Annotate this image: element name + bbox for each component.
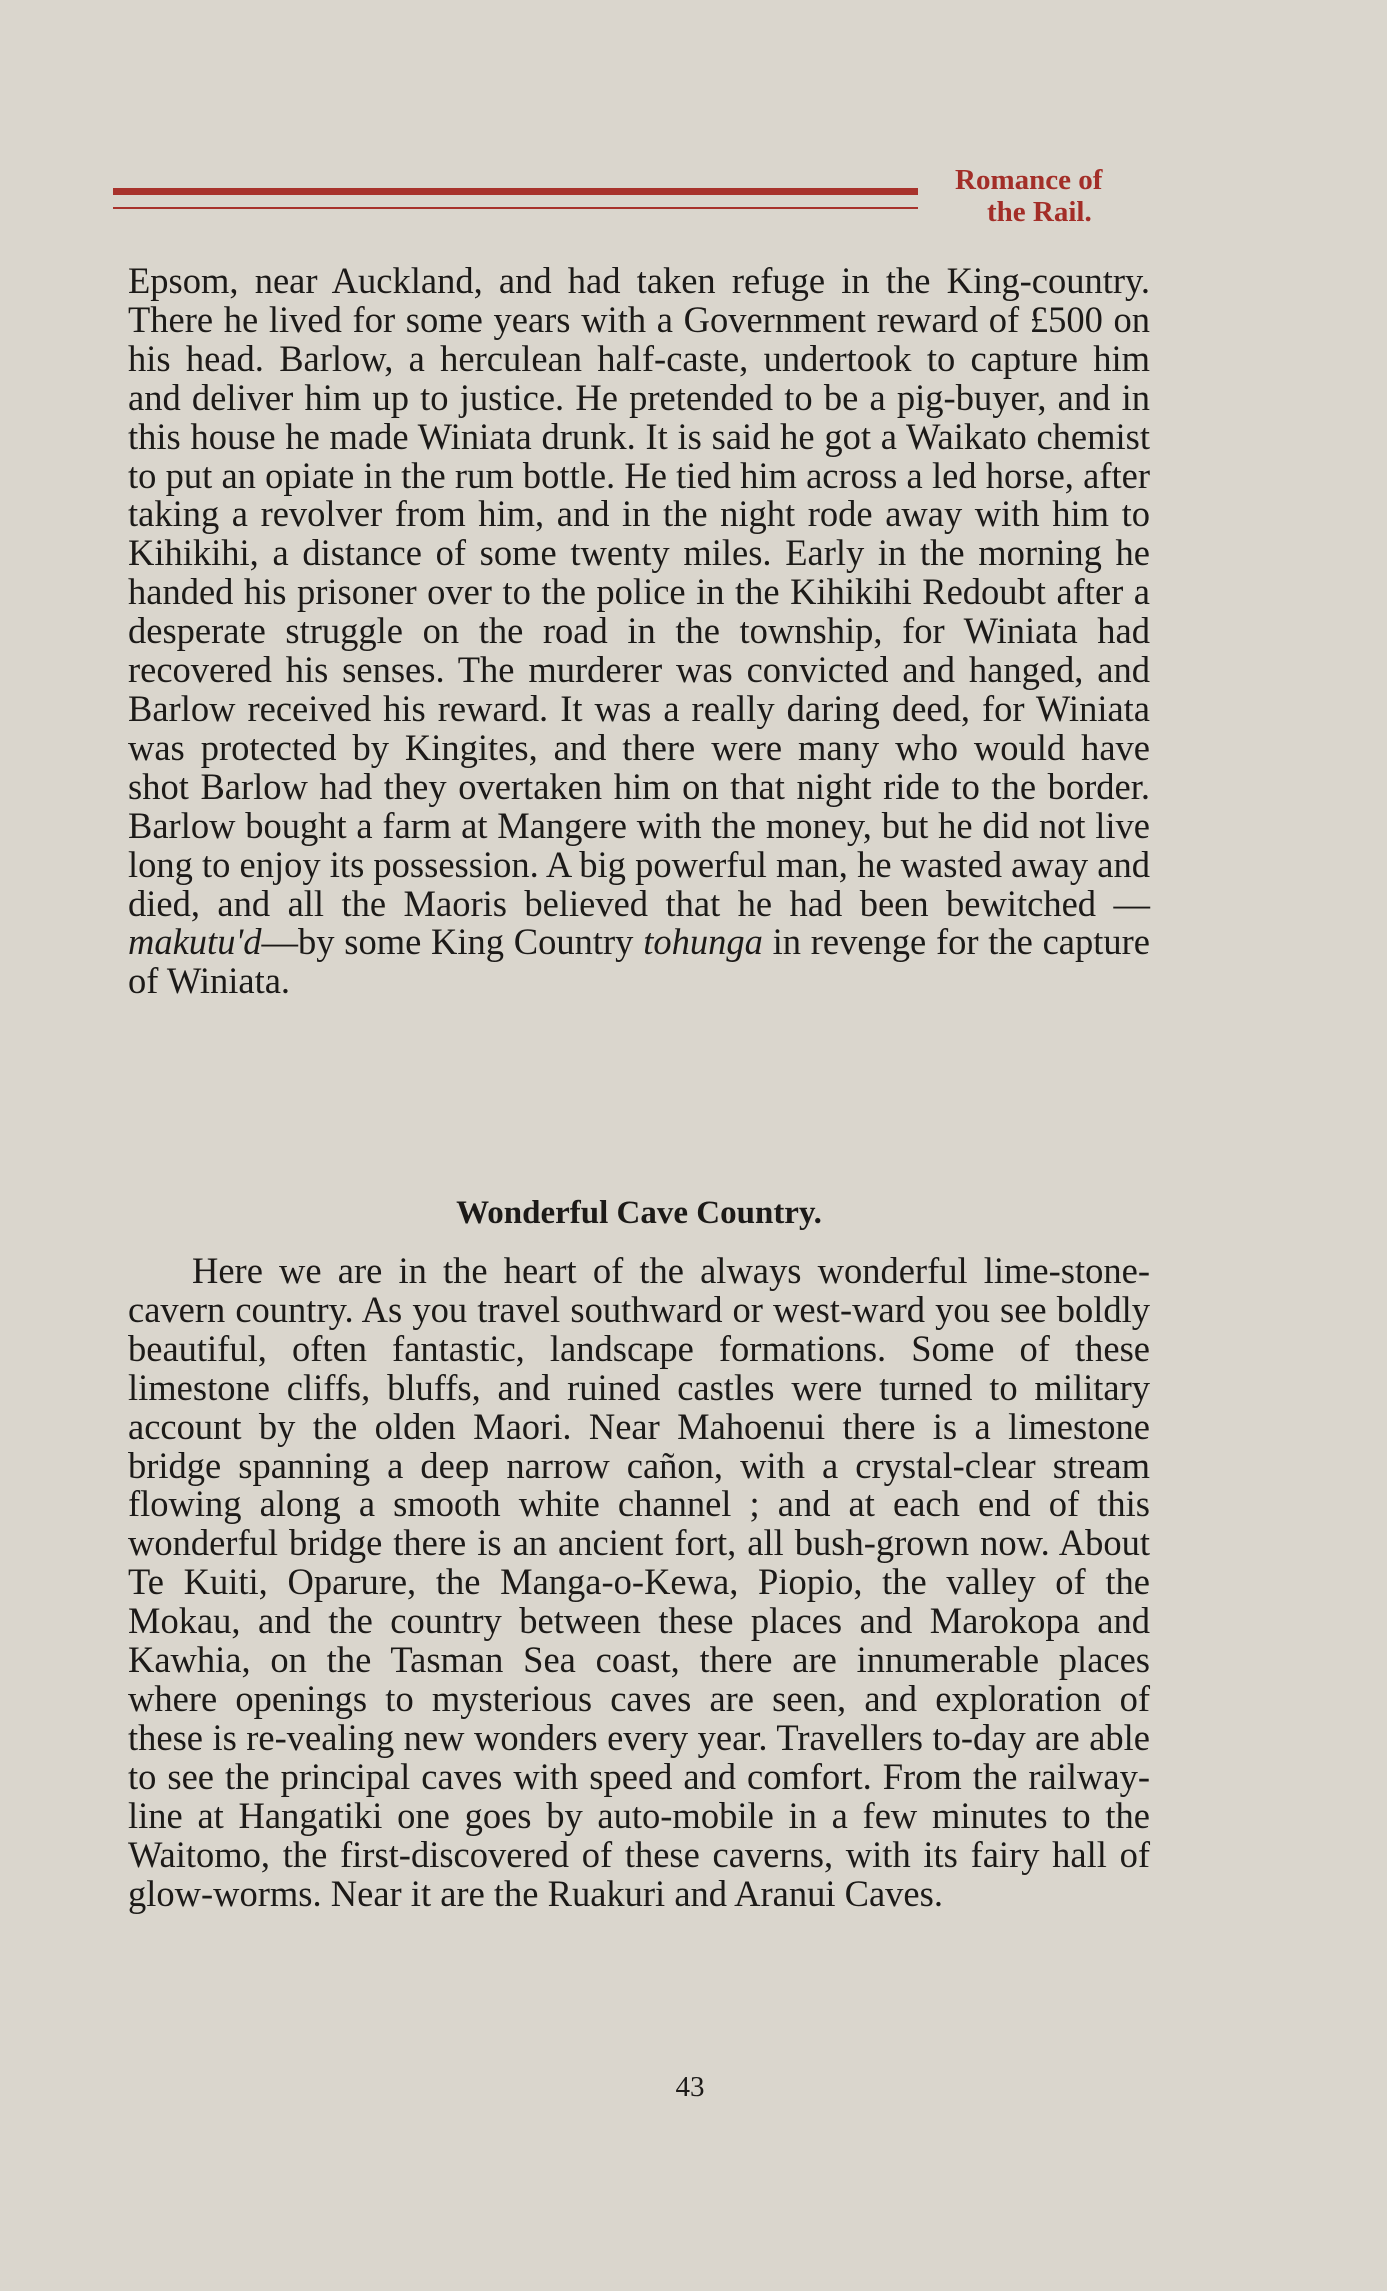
paragraph-2: Here we are in the heart of the always wonderful lime-stone-cavern country. As you travel southward or west-ward you see boldly beautiful, often fantastic, landscape formations. Some of these limestone cliffs, bluffs, and ruined castles were turned to military account by the olden Maori. Near Mahoenui there is a limestone bridge spanning a deep narrow cañon, with a crystal-clear stream flowing along a smooth white channel ; and at each end of this wonderful bridge there is an ancient fort, all bush-grown now. About Te Kuiti, Oparure, the Manga-o-Kewa, Piopio, the valley of the Mokau, and the country between these places and Marokopa and Kawhia, on the Tasman Sea coast, there are innumerable places where openings to mysterious caves are seen, and exploration of these is re-vealing new wonders every year. Travellers to-day are able to see the principal caves with speed and comfort. From the railway-line at Hangatiki one goes by auto-mobile in a few minutes to the Waitomo, the first-discovered of these caverns, with its fairy hall of glow-worms. Near it are the Ruakuri and Aranui Caves. bbox=[128, 1250, 1150, 1914]
italic-term-tohunga: tohunga bbox=[643, 921, 763, 963]
paragraph-1-text-3: in revenge for the capture of Winiata. bbox=[128, 921, 1151, 1002]
paragraph-1-text-2: —by some King Country bbox=[261, 921, 644, 963]
paragraph-1-text: Epsom, near Auckland, and had taken refuge in the King-country. There he lived for some years with a Government reward of £500 on his head. Barlow, a herculean half-caste, undertook to capture him and deliver him up to justice. He pretended to be a pig-buyer, and in this house he made Winiata drunk. It is said he got a Waikato chemist to put an opiate in the rum bottle. He tied him across a led horse, after taking a revolver from him, and in the night rode away with him to Kihikihi, a distance of some twenty miles. Early in the morning he handed his prisoner over to the police in the Kihikihi Redoubt after a desperate struggle on the road in the township, for Winiata had recovered his senses. The murderer was convicted and hanged, and Barlow received his reward. It was a really daring deed, for Winiata was protected by Kingites, and there were many who would have shot Barlow had they overtaken him on that night ride to the border. Barlow bought a farm at Mangere with the money, but he did not live long to enjoy its possession. A big powerful man, he wasted away and died, and all the Maoris believed that he had been bewitched — bbox=[128, 260, 1150, 924]
italic-term-makutu: makutu'd bbox=[128, 921, 262, 963]
page-number: 43 bbox=[675, 2071, 705, 2103]
header-rule-thick bbox=[113, 188, 918, 195]
section-heading: Wonderful Cave Country. bbox=[456, 1195, 822, 1231]
running-head-line2: the Rail. bbox=[987, 196, 1092, 228]
running-head bbox=[955, 164, 1155, 228]
header-rule-thin bbox=[113, 207, 918, 209]
paragraph-1 bbox=[128, 262, 1150, 1001]
running-head-line1: Romance of bbox=[955, 164, 1103, 196]
